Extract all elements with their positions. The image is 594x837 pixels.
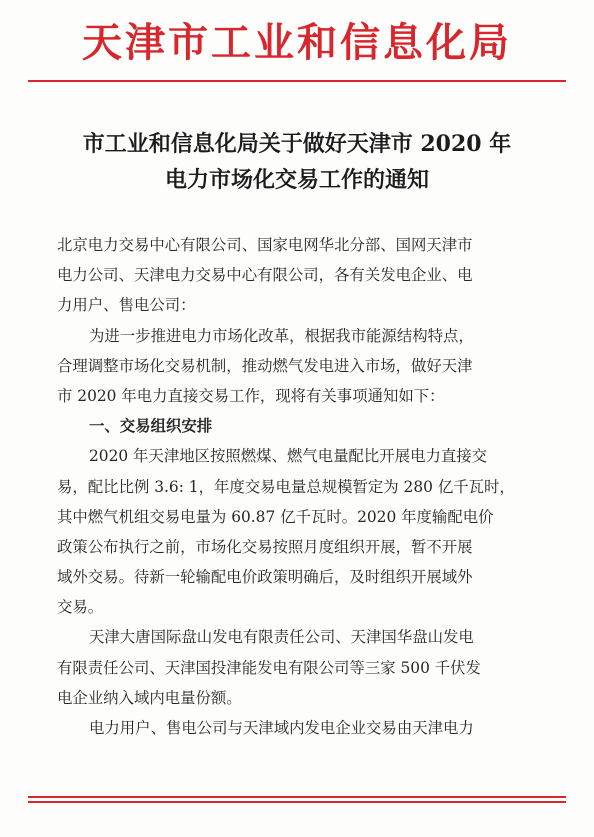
intro-line-2: 合理调整市场化交易机制，推动燃气发电进入市场，做好天津 [57,356,473,375]
document-title [60,126,534,198]
intro-line-3: 市 2020 年电力直接交易工作，现将有关事项通知如下： [57,386,445,405]
para1-line-3: 其中燃气机组交易电量为 60.87 亿千瓦时。2020 年度输配电价 [57,507,494,526]
intro-line-1: 为进一步推进电力市场化改革，根据我市能源结构特点， [89,326,474,345]
para1-line-6: 交易。 [57,598,104,617]
para1-line-4: 政策公布执行之前，市场化交易按照月度组织开展，暂不开展 [57,537,473,556]
para1-line-5: 域外交易。待新一轮输配电价政策明确后，及时组织开展域外 [57,568,473,587]
recipients-line-3: 力用户、售电公司： [57,296,196,315]
recipients-line-1: 北京电力交易中心有限公司、国家电网华北分部、国网天津市 [57,236,473,254]
document-body [57,230,539,743]
para2-line-1: 天津大唐国际盘山发电有限责任公司、天津国华盘山发电 [89,628,474,647]
letterhead-agency-name: 天津市工业和信息化局 [82,19,512,66]
recipients-line-2: 电力公司、天津电力交易中心有限公司，各有关发电企业、电 [57,266,473,285]
footer-red-rule-upper [28,796,566,798]
para2-line-2: 有限责任公司、天津国投津能发电有限公司等三家 500 千伏发 [57,658,481,677]
document-title-line-1: 市工业和信息化局关于做好天津市 2020 年 [82,131,512,157]
document-title-line-2: 电力市场化交易工作的通知 [164,167,429,193]
para3-line-1: 电力用户、售电公司与天津域内发电企业交易由天津电力 [89,719,474,737]
para2-line-3: 电企业纳入域内电量份额。 [57,688,242,707]
footer-red-rule-lower [28,801,566,803]
letterhead-red-rule [28,80,566,82]
section-heading-1: 一、交易组织安排 [89,417,213,436]
para1-line-1: 2020 年天津地区按照燃煤、燃气电量配比开展电力直接交 [89,447,488,466]
para1-line-2: 易，配比比例 3.6: 1，年度交易电量总规模暂定为 280 亿千瓦时， [57,477,515,496]
